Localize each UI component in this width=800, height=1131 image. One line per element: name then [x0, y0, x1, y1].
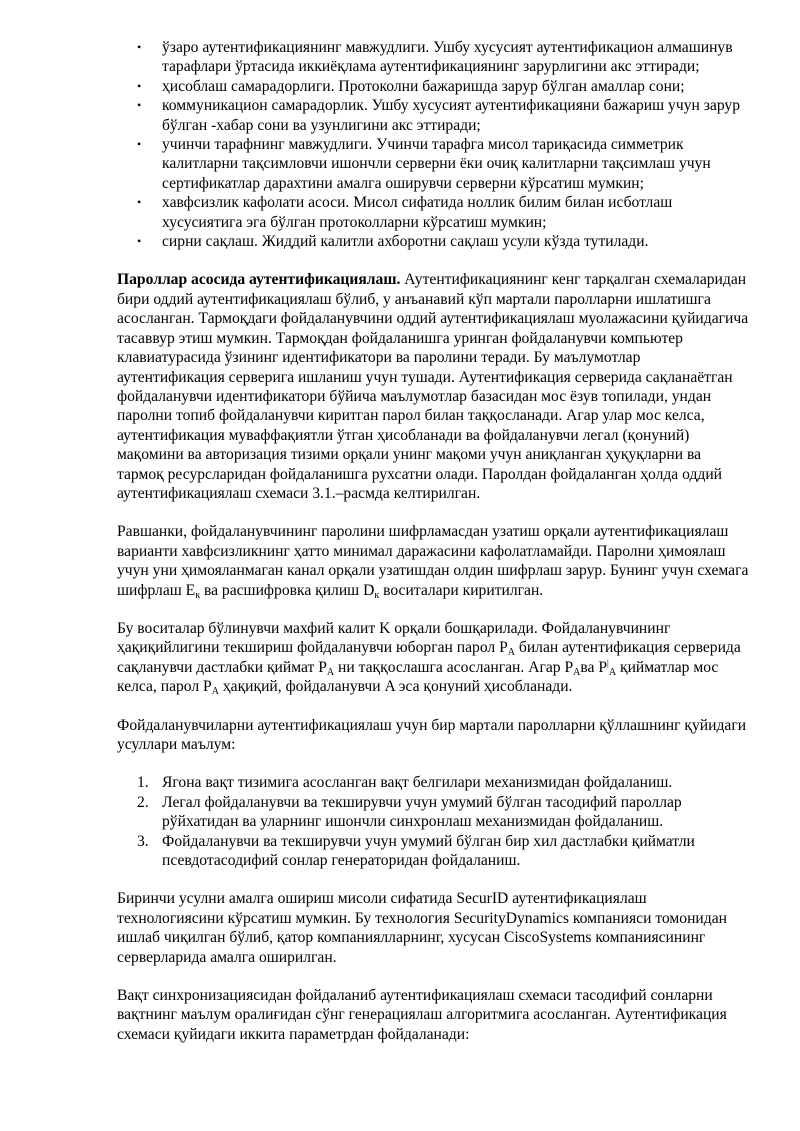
list-item: • учинчи тарафнинг мавжудлиги. Учинчи тарафга мисол тариқасида симметрик калитларни тақсимловчи ишончли серверни ёки очиқ калитларни тақсимлаш учун сертификатлар дарахтини амалга оширувчи серверни кўрсатиш мумкин;	[137, 136, 711, 192]
list-item: • ўзаро аутентификациянинг мавжудлиги. Ушбу хусусият аутентификацион алмашинув тарафлари ўртасида иккиёқлама аутентификациянинг зарурлигини акс эттиради;	[137, 39, 733, 76]
list-item: • коммуникацион самарадорлик. Ушбу хусусият аутентификацияни бажариш учун зарур бўлган -хабар сони ва узунлигини акс эттиради;	[137, 97, 741, 134]
key-paragraph: Бу воситалар бўлинувчи махфий калит K орқали бошқарилади. Фойдаланувчининг ҳақиқийлигини текшириш фойдаланувчи юборган парол $P_A$ билан аутентификация серверида сақланувчи дастлабки қиймат $P_A$ ни таққослашга асосланган. Агар $P_Aва$ $P^|_A$ қийматлар мос келса, парол $P_A$ ҳақиқий, фойдаланувчи A эса қонуний ҳисобланади.	[117, 619, 741, 698]
list-item: 3. Фойдаланувчи ва текширувчи учун умумий бўлган бир хил дастлабки қийматли псевдотасодифий сонлар генераторидан фойдаланиш.	[137, 832, 695, 870]
bullet-icon: •	[137, 98, 142, 113]
list-item: 1. Ягона вақт тизимига асосланган вақт белгилари механизмидан фойдаланиш.	[137, 774, 673, 792]
methods-list	[117, 773, 749, 870]
one-time-passwords-paragraph: Фойдаланувчиларни аутентификациялаш учун бир мартали паролларни қўллашнинг қуйидаги усуллари маълум:	[117, 716, 747, 753]
bullet-icon: •	[137, 234, 142, 249]
securid-paragraph: Биринчи усулни амалга ошириш мисоли сифатида SecurID аутентификациялаш технологиясини кўрсатиш мумкин. Бу технология SecurityDynamics компанияси томонидан ишлаб чиқилган бўлиб, қатор компаниялларнинг, хусусан CiscoSystems компаниясининг серверларида амалга оширилган.	[117, 890, 727, 966]
bullet-icon: •	[137, 137, 142, 152]
list-item: 2. Легал фойдаланувчи ва текширувчи учун умумий бўлган тасодифий пароллар рўйхатидан ва уларнинг ишончли синхронлаш механизмидан фойдаланиш.	[137, 793, 682, 831]
list-item: • сирни сақлаш. Жиддий калитли ахборотни сақлаш усули кўзда тутилади.	[137, 233, 649, 251]
section-heading: Пароллар асосида аутентификациялаш.	[117, 271, 401, 289]
encryption-paragraph: Равшанки, фойдаланувчининг паролини шифрламасдан узатиш орқали аутентификациялаш варианти хавфсизликнинг ҳатто минимал даражасини кафолатламайди. Паролни ҳимоялаш учун уни ҳимояланмаган канал орқали узатишдан олдин шифрлаш зарур. Бунинг учун схемага шифрлаш $E_к$ ва расшифровка қилиш $D_к$ воситалари киритилган.	[117, 523, 749, 601]
bullet-icon: •	[137, 78, 142, 93]
bullet-icon: •	[137, 40, 142, 54]
password-auth-paragraph: Пароллар асосида аутентификациялаш. Аутентификациянинг кенг тарқалган схемаларидан бири оддий аутентификациялаш бўлиб, у анъанавий кўп мартали паролларни ишлатишга асосланган. Тармоқдаги фойдаланувчини оддий аутентификациялаш муолажасини қуйидагича тасаввур этиш мумкин. Тармоқдан фойдаланишга уринган фойдаланувчи компьютер клавиатурасида ўзининг идентификатори ва паролини теради. Бу маълумотлар аутентификация серверига ишланиш учун тушади. Аутентификация серверида сақланаётган фойдаланувчи идентификатори бўйича маълумотлар базасидан мос ёзув топилади, ундан паролни топиб фойдаланувчи киритган парол билан таққосланади. Агар улар мос келса, аутентификация муваффақиятли ўтган ҳисобланади ва фойдаланувчи легал (қонуний) мақомини ва авторизация тизими орқали унинг мақоми учун аниқланган ҳуқуқларни ва тармоқ ресурсларидан фойдаланишга рухсатни олади. Паролдан фойдаланган ҳолда оддий аутентификациялаш схемаси 3.1.–расмда келтирилган.	[117, 271, 749, 502]
list-item: • ҳисоблаш самарадорлиги. Протоколни бажаришда зарур бўлган амаллар сони;	[137, 77, 685, 95]
document-body	[117, 38, 749, 1044]
list-item: • хавфсизлик кафолати асоси. Мисол сифатида ноллик билим билан исботлаш хусусиятига эга бўлган протоколларни кўрсатиш мумкин;	[137, 194, 673, 231]
bullet-icon: •	[137, 195, 142, 210]
time-sync-paragraph: Вақт синхронизациясидан фойдаланиб аутентификациялаш схемаси тасодифий сонларни вақтнинг маълум оралиғидан сўнг генерациялаш алгоритмига асосланган. Аутентификация схемаси қуйидаги иккита параметрдан фойдаланади:	[117, 987, 727, 1043]
requirements-list	[117, 38, 749, 251]
